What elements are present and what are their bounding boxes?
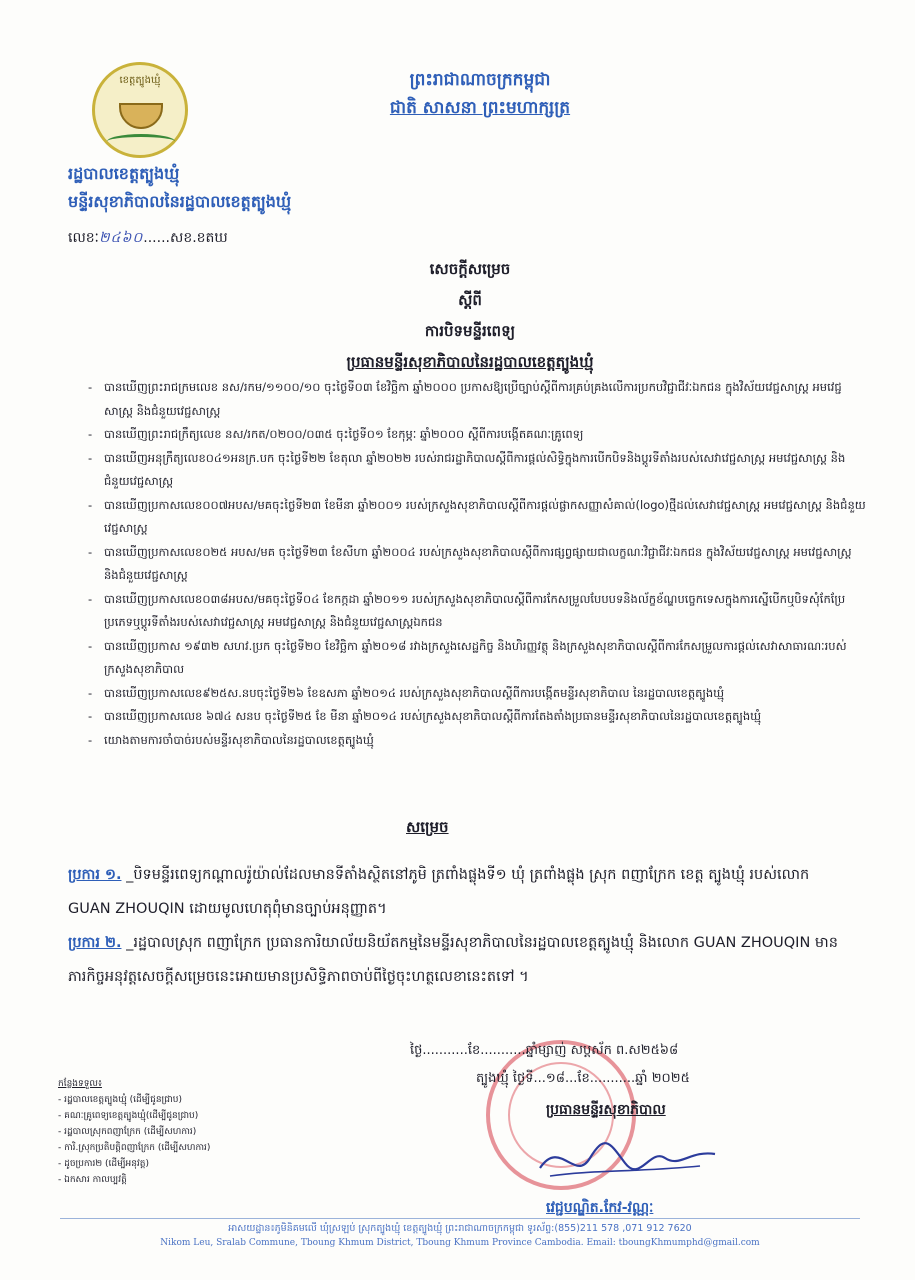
handwritten-signature: [530, 1128, 730, 1188]
preamble-item: - បានឃើញប្រកាសលេខ០៣៨អបស/មគចុះថ្ងៃទី០៤ ខែកក្កដា ឆ្នាំ២០១១ របស់ក្រសួងសុខាភិបាលស្តីពីការកែសម្រួលបែបបទនិងល័ក្ខខ័ណ្ឌបច្ចេកទេសក្នុងការស្នើបើកឬបិទសុំកែប្រែប្រភេទឬប្តូរទីតាំងរបស់សេវាវេជ្ជសាស្ត្រ អមវេជ្ជសាស្ត្រ និងជំនួយវេជ្ជសាស្ត្រឯកជន: [86, 588, 866, 635]
footer-divider: [60, 1218, 860, 1219]
article-2: [68, 926, 848, 994]
seal-bowl-icon: [119, 103, 163, 129]
admin-name: រដ្ឋបាលខេត្តត្បូងឃ្មុំ: [68, 164, 180, 183]
article-1-text: _បិទមន្ទីរពេទ្យកណ្តាលរ៉ូយ៉ាល់ដែលមានទីតាំងស្ថិតនៅភូមិ ត្រពាំងផ្លុងទី១ ឃុំ ត្រពាំងផ្លុង ស្រុក ពញាក្រែក ខេត្ត ត្បូងឃ្មុំ របស់លោក GUAN ZHOUQIN ដោយមូលហេតុពុំមានច្បាប់អនុញ្ញាត។: [68, 867, 810, 917]
title-line-3: ការបិទមន្ទីរពេទ្យ: [424, 322, 516, 340]
signer-title: ប្រធានមន្ទីរសុខាភិបាល: [546, 1102, 666, 1118]
preamble-item: - បានឃើញប្រកាសលេខ០២៥ អបស/មគ ចុះថ្ងៃទី២៣ ខែសីហា ឆ្នាំ២០០៤ របស់ក្រសួងសុខាភិបាលស្តីពីការផ្សព្វផ្សាយជាលក្ខណៈវិជ្ជាជីវៈឯកជន ក្នុងវិស័យវេជ្ជសាស្ត្រ អមវេជ្ជសាស្ត្រ និងជំនួយវេជ្ជសាស្ត្រ: [86, 541, 866, 588]
article-2-label: ប្រការ ២.: [68, 935, 122, 951]
preamble-item: - បានឃើញប្រកាស ១៩៣២ សហវ.ប្រក ចុះថ្ងៃទី២០ ខែវិច្ឆិកា ឆ្នាំ២០១៨ រវាងក្រសួងសេដ្ឋកិច្ច និងហិរញ្ញវត្ថុ និងក្រសួងសុខាភិបាលស្តីពីការកែសម្រួលការផ្តល់សេវាសាធារណៈរបស់ ក្រសួងសុខាភិបាល: [86, 635, 866, 682]
footer-address-english: Nikom Leu, Sralab Commune, Tboung Khmum District, Tboung Khmum Province Cambodia. Email: tboungKhmumphd@gmail.com: [160, 1238, 760, 1248]
department-name: មន្ទីរសុខាភិបាលនៃរដ្ឋបាលខេត្តត្បូងឃ្មុំ: [68, 192, 292, 211]
issuing-authority: [68, 160, 291, 216]
preamble-item: - យោងតាមការចាំបាច់របស់មន្ទីរសុខាភិបាលនៃរដ្ឋបាលខេត្តត្បូងឃ្មុំ: [86, 729, 866, 753]
reference-number: [68, 228, 228, 249]
recipient-item: - រដ្ឋបាលខេត្តត្បូងឃ្មុំ (ដើម្បីជូនជ្រាប): [58, 1095, 183, 1105]
kingdom-motto: ជាតិ សាសនា ព្រះមហាក្សត្រ: [389, 98, 571, 118]
preamble-item: - បានឃើញអនុក្រឹត្យលេខ០៤១អនក្រ.បក ចុះថ្ងៃទី២២ ខែតុលា ឆ្នាំ២០២២ របស់រាជរដ្ឋាភិបាលស្តីពីការផ្តល់សិទ្ធិក្នុងការបើកបិទនិងប្តូរទីតាំងរបស់សេវាវេជ្ជសាស្ត្រ អមវេជ្ជសាស្ត្រ និងជំនួយវេជ្ជសាស្ត្រ: [86, 447, 866, 494]
article-1-label: ប្រការ ១.: [68, 867, 122, 883]
recipient-item: - ឯកសារ កាលប្បវត្តិ: [58, 1175, 127, 1185]
lunar-date: ថ្ងៃ...........ខែ...........ឆ្នាំម្សាញ់ សប្តស័ក ព.ស២៥៦៨: [410, 1043, 679, 1058]
title-line-4: ប្រធានមន្ទីរសុខាភិបាលនៃរដ្ឋបាលខេត្តត្បូងឃ្មុំ: [346, 353, 594, 371]
preamble-item: - បានឃើញព្រះរាជក្រឹត្យលេខ នស/រកត/០២០០/០៣៥ ចុះថ្ងៃទី០១ ខែកុម្ភៈ ឆ្នាំ២០០០ ស្តីពីការបង្កើតគណៈគ្រូពេទ្យ: [86, 423, 866, 447]
article-1: [68, 858, 848, 926]
preamble-item: - បានឃើញប្រកាសលេខ ៦៧៤ សនប ចុះថ្ងៃទី២៥ ខែ មីនា ឆ្នាំ២០១៤ របស់ក្រសួងសុខាភិបាលស្តីពីការតែងតាំងប្រធានមន្ទីរសុខាភិបាលនៃរដ្ឋបាលខេត្តត្បូងឃ្មុំ: [86, 705, 866, 729]
document-title: [250, 254, 690, 378]
recipients-title: កន្លែងទទួល៖: [58, 1079, 102, 1089]
provincial-seal-logo: [92, 62, 188, 158]
preamble-item: - បានឃើញព្រះរាជក្រមលេខ នស/រកម/១១០០/១០ ចុះថ្ងៃទី០៣ ខែវិច្ឆិកា ឆ្នាំ២០០០ ប្រកាសឱ្យប្រើច្បាប់ស្តីពីការគ្រប់គ្រងលើការប្រកបវិជ្ជាជីវៈឯកជន ក្នុងវិស័យវេជ្ជសាស្ត្រ អមវេជ្ជសាស្ត្រ និងជំនួយវេជ្ជសាស្ត្រ: [86, 376, 866, 423]
footer: [60, 1222, 860, 1250]
title-line-1: សេចក្តីសម្រេច: [429, 260, 511, 278]
title-line-2: ស្តីពី: [458, 291, 482, 309]
recipients-list: [58, 1076, 210, 1188]
recipient-item: - រដ្ឋបាលស្រុកពញាក្រែក (ដើម្បីសហការ): [58, 1127, 197, 1137]
seal-leaf-icon: [107, 134, 175, 149]
preamble-item: - បានឃើញប្រកាសលេខ០០៧អបស/មគចុះថ្ងៃទី២៣ ខែមីនា ឆ្នាំ២០០១ របស់ក្រសួងសុខាភិបាលស្តីពីការផ្តល់ផ្លាកសញ្ញាសំគាល់(logo)ថ្មីដល់សេវាវេជ្ជសាស្ត្រ អមវេជ្ជសាស្ត្រ និងជំនួយវេជ្ជសាស្ត្រ: [86, 494, 866, 541]
ref-number: ២៤៦០: [98, 230, 144, 246]
kingdom-title: ព្រះរាជាណាចក្រកម្ពុជា: [409, 70, 551, 90]
recipient-item: - គណៈគ្រូពេទ្យខេត្តត្បូងឃ្មុំ(ដើម្បីជូនជ្រាប): [58, 1111, 199, 1121]
ref-suffix: ......សខ.ខតឃ: [143, 230, 228, 246]
ref-prefix: លេខៈ: [68, 230, 99, 246]
preamble-item: - បានឃើញប្រកាសលេខ៩២៥ស.នបចុះថ្ងៃទី២៦ ខែឧសភា ឆ្នាំ២០១៤ របស់ក្រសួងសុខាភិបាលស្តីពីការបង្កើតមន្ទីរសុខាភិបាល នៃរដ្ឋបាលខេត្តត្បូងឃ្មុំ: [86, 682, 866, 706]
articles: [68, 858, 848, 994]
article-2-text: _រដ្ឋបាលស្រុក ពញាក្រែក ប្រធានការិយាល័យនិយ័តកម្មនៃមន្ទីរសុខាភិបាលនៃរដ្ឋបាលខេត្តត្បូងឃ្មុំ និងលោក GUAN ZHOUQIN មានភារកិច្ចអនុវត្តសេចក្តីសម្រេចនេះអោយមានប្រសិទ្ធិភាពចាប់ពីថ្ងៃចុះហត្ថលេខានេះតទៅ ។: [68, 935, 838, 985]
signer-name: វេជ្ជបណ្ឌិត.កែវ-វណ្ណៈ: [546, 1200, 654, 1216]
recipient-item: - ការិ.ស្រុកប្រតិបត្តិពញាក្រែក (ដើម្បីសហការ): [58, 1143, 211, 1153]
seal-text: ខេត្តត្បូងឃ្មុំ: [119, 75, 161, 86]
kingdom-header: [340, 66, 620, 122]
footer-address-khmer: អាសយដ្ឋាន៖ភូមិនិគមលើ ឃុំស្រឡប់ ស្រុកត្បូងឃ្មុំ ខេត្តត្បូងឃ្មុំ ព្រះរាជាណាចក្រកម្ពុជា ទូរស័ព្ទ:(855)211 578 ,071 912 7620: [228, 1223, 692, 1234]
decision-heading: សម្រេច: [406, 818, 449, 836]
recipient-item: - ដូចប្រការ២ (ដើម្បីអនុវត្ត): [58, 1159, 150, 1169]
solar-date: ត្បូងឃ្មុំ ថ្ងៃទី...១៨...ខែ...........ឆ្នាំ ២០២៥: [476, 1071, 690, 1086]
preamble-list: [86, 376, 866, 752]
